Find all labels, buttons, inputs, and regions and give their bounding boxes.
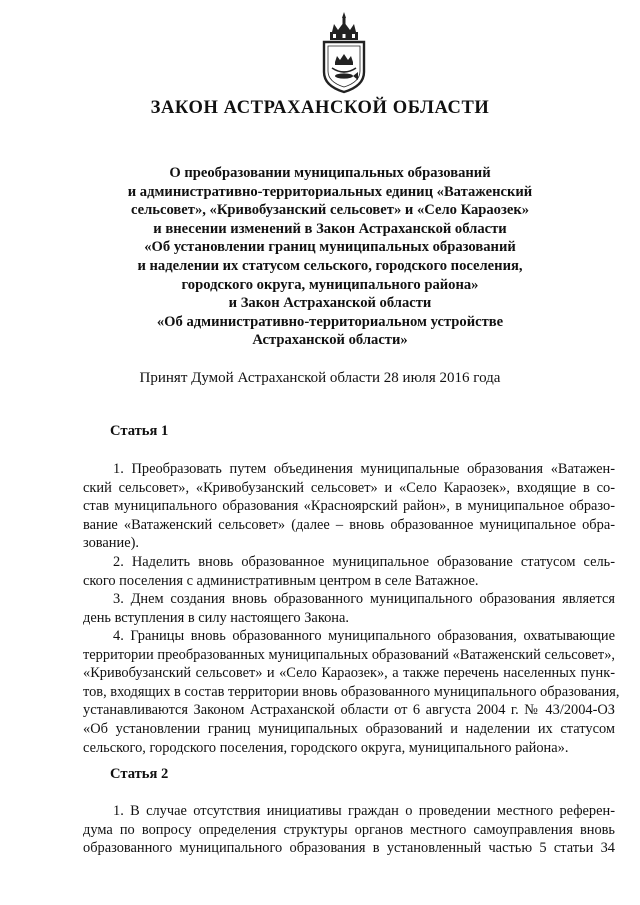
- article-1-paragraph-1: [83, 460, 615, 553]
- article-2-heading: Статья 2: [110, 766, 169, 782]
- text-line: день вступления в силу настоящего Закона.: [83, 609, 349, 626]
- text-line: ский сельсовет», «Кривобузанский сельсовет» и «Село Караозек», входящие в со-: [83, 479, 615, 496]
- text-line: 2. Наделить вновь образованное муниципальное образование статусом сель-: [113, 554, 615, 570]
- subject-line: сельсовет», «Кривобузанский сельсовет» и «Село Караозек»: [130, 202, 530, 219]
- text-line: зование).: [83, 535, 139, 552]
- article-1-paragraph-2: [83, 553, 615, 590]
- law-title: ЗАКОН АСТРАХАНСКОЙ ОБЛАСТИ: [150, 98, 490, 118]
- subject-line: и наделении их статусом сельского, городского поселения,: [137, 257, 523, 274]
- coat-of-arms-icon: [318, 10, 370, 94]
- text-line: 3. Днем создания вновь образованного муниципального образования является: [113, 591, 615, 607]
- text-line: «Об установлении границ муниципальных образований и наделении их статусом: [83, 720, 615, 737]
- text-line: дума по вопросу определения структуры органов местного самоуправления вновь: [83, 821, 615, 838]
- law-subject: [60, 164, 600, 350]
- article-1-paragraph-3: [83, 590, 615, 627]
- text-line: ского поселения с административным центром в селе Ватажное.: [83, 572, 479, 589]
- subject-line: Астраханской области»: [252, 332, 408, 349]
- subject-line: «Об установлении границ муниципальных образований: [144, 239, 516, 256]
- adoption-note: Принят Думой Астраханской области 28 июля 2016 года: [139, 370, 501, 386]
- subject-line: и административно-территориальных единиц «Ватаженский: [127, 183, 533, 200]
- subject-line: О преобразовании муниципальных образований: [169, 165, 491, 181]
- text-line: территории преобразованных муниципальных образований «Ватаженский сельсовет»,: [83, 646, 615, 663]
- text-line: тов, входящих в состав территории вновь образованного муниципального образования,: [83, 683, 620, 700]
- text-line: став муниципального образования «Красноярский район», в муниципальное образо-: [83, 498, 615, 515]
- subject-line: городского округа, муниципального района»: [181, 276, 479, 293]
- text-line: образованного муниципального образования в установленный частью 5 статьи 34: [83, 840, 615, 857]
- text-line: «Кривобузанский сельсовет» и «Село Караозек», а также перечень населенных пунк-: [83, 665, 615, 682]
- article-1-paragraph-4: [83, 627, 620, 757]
- subject-line: «Об административно-территориальном устройстве: [156, 313, 504, 330]
- text-line: 4. Границы вновь образованного муниципального образования, охватывающие: [113, 628, 615, 644]
- text-line: сельского, городского поселения, городского округа, муниципального района».: [83, 739, 569, 756]
- text-line: 1. В случае отсутствия инициативы граждан о проведении местного референ-: [113, 803, 615, 819]
- text-line: 1. Преобразовать путем объединения муниципальные образования «Ватажен-: [113, 461, 615, 477]
- article-2-paragraph-1: [83, 802, 615, 858]
- subject-line: и Закон Астраханской области: [228, 295, 432, 312]
- article-1-heading: Статья 1: [110, 423, 169, 439]
- text-line: вание «Ватаженский сельсовет» (далее – вновь образованное муниципальное обра-: [83, 516, 615, 533]
- text-line: устанавливаются Законом Астраханской области от 6 августа 2004 г. № 43/2004-ОЗ: [83, 702, 615, 719]
- subject-line: и внесении изменений в Закон Астраханской области: [153, 220, 507, 237]
